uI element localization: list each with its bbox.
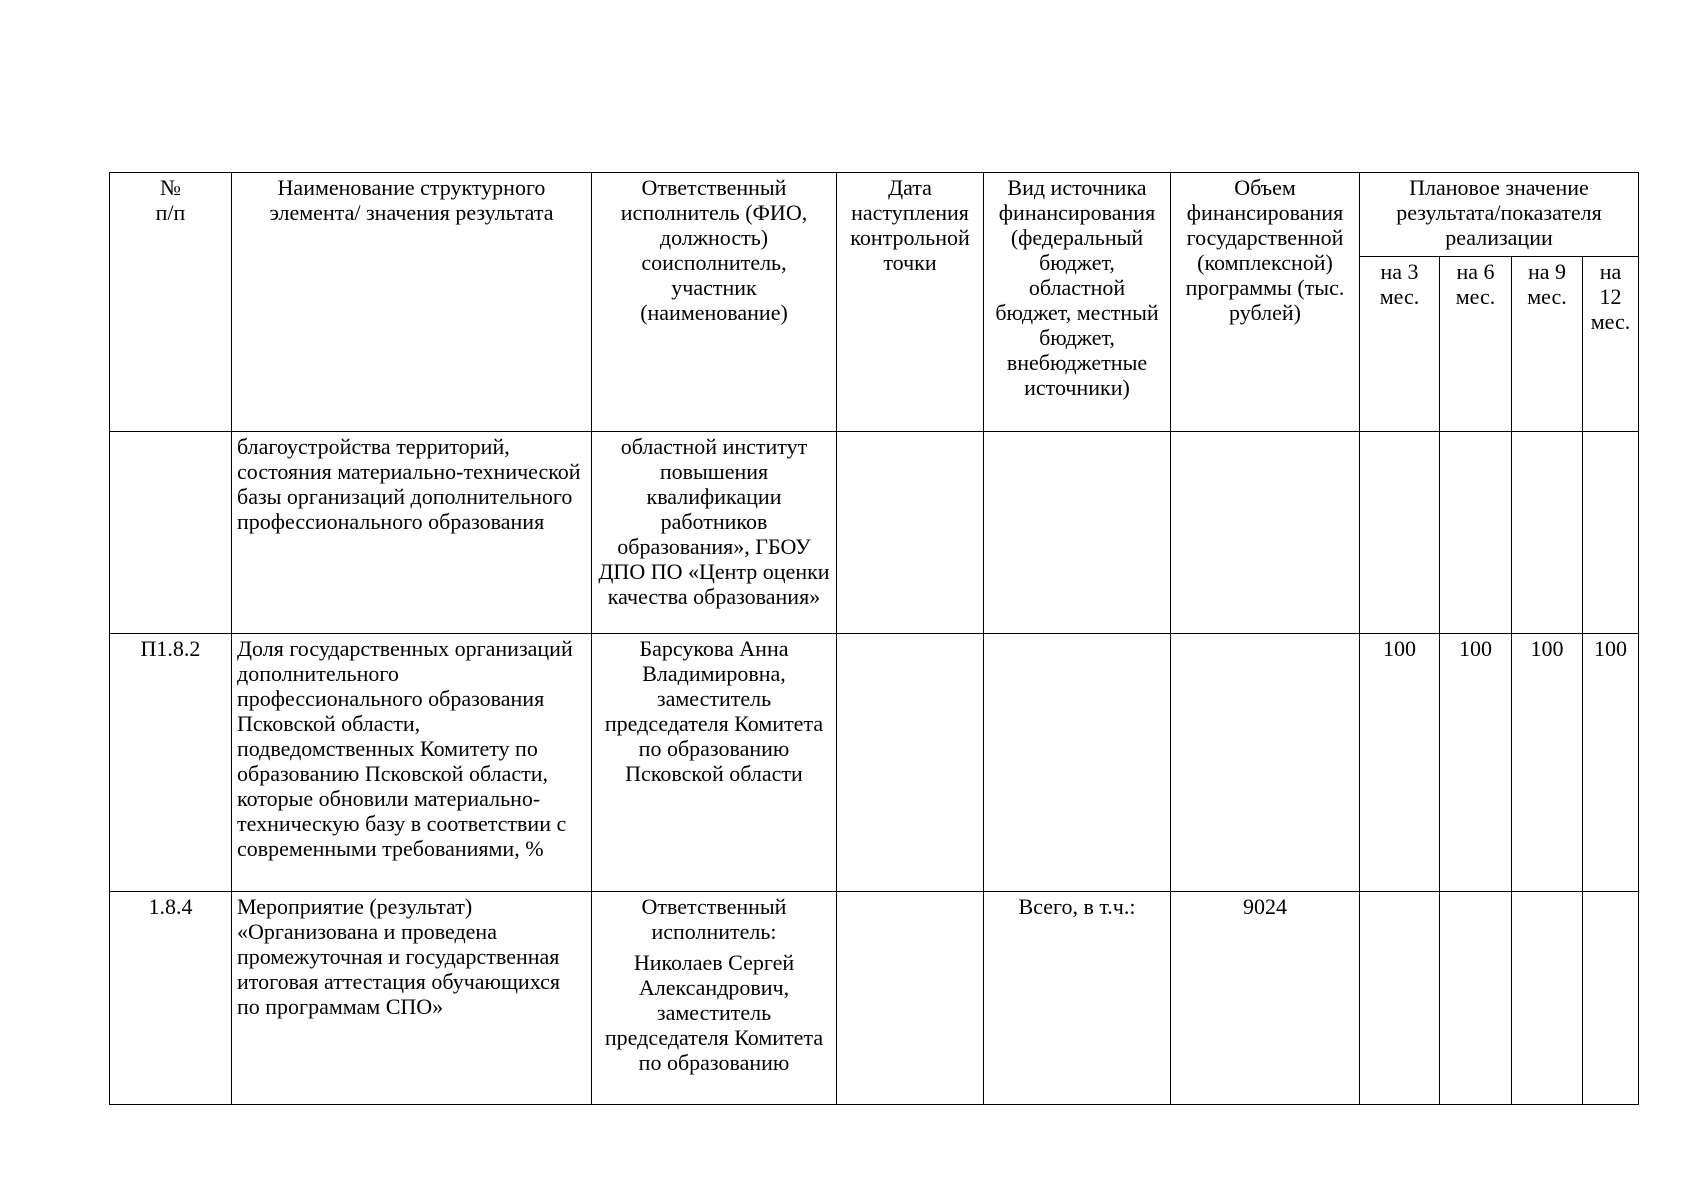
row-num [110,432,232,634]
row-source [984,432,1171,634]
row-m3: 100 [1360,634,1440,892]
row-date [837,432,984,634]
header-m12: на 12 мес. [1583,257,1639,432]
row-date [837,634,984,892]
row-name: Мероприятие (результат) «Организована и проведена промежуточная и государственная итоговая аттестация обучающихся по программам СПО» [232,892,592,1105]
header-m3: на 3 мес. [1360,257,1440,432]
row-m9: 100 [1512,634,1583,892]
row-m9 [1512,892,1583,1105]
row-responsible-label: Ответственный исполнитель: [641,894,787,944]
row-m9 [1512,432,1583,634]
row-m6 [1440,892,1512,1105]
header-source: Вид источника финансирования (федеральный бюджет, областной бюджет, местный бюджет, внебюджетные источники) [984,173,1171,432]
header-responsible: Ответственный исполнитель (ФИО, должность) соисполнитель, участник (наименование) [592,173,837,432]
row-responsible-cell [592,892,837,1105]
row-m12 [1583,892,1639,1105]
row-num: 1.8.4 [110,892,232,1105]
header-num: № п/п [110,173,232,432]
plan-table [109,172,1639,1105]
table-row [110,634,1639,892]
row-date [837,892,984,1105]
row-responsible: Барсукова Анна Владимировна, заместитель председателя Комитета по образованию Псковской области [592,634,837,892]
row-m6: 100 [1440,634,1512,892]
header-name: Наименование структурного элемента/ значения результата [232,173,592,432]
header-m9: на 9 мес. [1512,257,1583,432]
row-volume [1171,432,1360,634]
row-m6 [1440,432,1512,634]
row-m12: 100 [1583,634,1639,892]
row-name: Доля государственных организаций дополнительного профессионального образования Псковской области, подведомственных Комитету по образованию Псковской области, которые обновили материально-техническую базу в соответствии с современными требованиями, % [232,634,592,892]
table-row [110,892,1639,1105]
row-volume: 9024 [1171,892,1360,1105]
row-source: Всего, в т.ч.: [984,892,1171,1105]
row-m3 [1360,892,1440,1105]
row-responsible: областной институт повышения квалификации работников образования», ГБОУ ДПО ПО «Центр оценки качества образования» [592,432,837,634]
header-date: Дата наступления контрольной точки [837,173,984,432]
row-m3 [1360,432,1440,634]
row-name: благоустройства территорий, состояния материально-технической базы организаций дополнительного профессионального образования [232,432,592,634]
row-responsible: Николаев Сергей Александрович, заместитель председателя Комитета по образованию [604,950,824,1075]
row-num: П1.8.2 [110,634,232,892]
header-planned: Плановое значение результата/показателя реализации [1360,173,1639,257]
row-source [984,634,1171,892]
header-m6: на 6 мес. [1440,257,1512,432]
row-volume [1171,634,1360,892]
header-volume: Объем финансирования государственной (комплексной) программы (тыс. рублей) [1171,173,1360,432]
row-m12 [1583,432,1639,634]
table-row [110,432,1639,634]
